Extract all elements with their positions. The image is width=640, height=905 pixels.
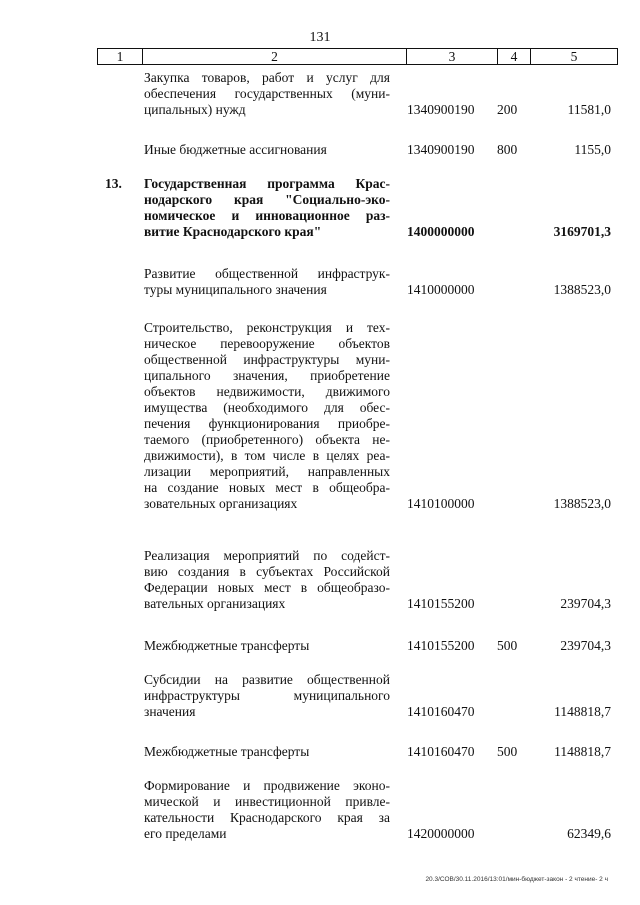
row-name-line: таемого (приобретенного) объекта не- bbox=[144, 432, 390, 447]
row-number: 13. bbox=[105, 176, 122, 191]
row-expense-type: 200 bbox=[497, 102, 518, 117]
row-name bbox=[144, 548, 390, 612]
row-name-line: обеспечения государственных (муни- bbox=[144, 86, 390, 101]
row-name-line: Иные бюджетные ассигнования bbox=[144, 142, 327, 157]
row-amount: 1148818,7 bbox=[554, 744, 611, 759]
column-header-4: 4 bbox=[498, 49, 531, 65]
row-name-line: Формирование и продвижение эконо- bbox=[144, 778, 390, 793]
column-header-5: 5 bbox=[531, 49, 618, 65]
row-name-line: объектов недвижимости, движимого bbox=[144, 384, 390, 399]
row-amount: 1148818,7 bbox=[554, 704, 611, 719]
row-name-line: инфраструктуры муниципального bbox=[144, 688, 390, 703]
row-name bbox=[144, 320, 390, 512]
row-name-line: вию создания в субъектах Российской bbox=[144, 564, 390, 579]
row-name-line: его пределами bbox=[144, 826, 227, 841]
row-amount: 1388523,0 bbox=[553, 282, 611, 297]
row-name-line: движимости), в том числе в целях реа- bbox=[144, 448, 390, 463]
row-name-line: печения функционирования приобре- bbox=[144, 416, 390, 431]
row-name-line: значения bbox=[144, 704, 196, 719]
column-header-table bbox=[97, 48, 618, 65]
row-name-line: витие Краснодарского края" bbox=[144, 224, 322, 239]
row-name-line: имущества (необходимого для обес- bbox=[144, 400, 390, 415]
row-code: 1410000000 bbox=[407, 282, 475, 297]
row-name-line: Межбюджетные трансферты bbox=[144, 638, 310, 653]
row-expense-type: 500 bbox=[497, 744, 518, 759]
row-name-line: нодарского края "Социально-эко- bbox=[144, 192, 390, 207]
row-expense-type: 500 bbox=[497, 638, 518, 653]
row-name-line: Субсидии на развитие общественной bbox=[144, 672, 390, 687]
row-code: 1410155200 bbox=[407, 596, 475, 611]
row-code: 1340900190 bbox=[407, 142, 475, 157]
row-amount: 1155,0 bbox=[574, 142, 611, 157]
row-amount: 1388523,0 bbox=[553, 496, 611, 511]
row-name-line: Межбюджетные трансферты bbox=[144, 744, 310, 759]
row-name-line: зовательных организациях bbox=[144, 496, 298, 511]
row-name bbox=[144, 266, 390, 298]
row-amount: 62349,6 bbox=[567, 826, 611, 841]
row-code: 1410160470 bbox=[407, 704, 475, 719]
row-name-line: общественной инфраструктуры муни- bbox=[144, 352, 390, 367]
row-name-line: на создание новых мест в общеобра- bbox=[144, 480, 390, 495]
row-name-line: кательности Краснодарского края за bbox=[144, 810, 390, 825]
row-name-line: Строительство, реконструкция и тех- bbox=[144, 320, 390, 335]
column-header-1: 1 bbox=[98, 49, 143, 65]
row-name-line: Государственная программа Крас- bbox=[144, 176, 390, 191]
row-name-line: Федерации новых мест в общеобразо- bbox=[144, 580, 390, 595]
row-code: 1410155200 bbox=[407, 638, 475, 653]
row-amount: 239704,3 bbox=[560, 596, 611, 611]
row-name bbox=[144, 142, 390, 158]
row-code: 1400000000 bbox=[407, 224, 475, 239]
page-number: 131 bbox=[309, 30, 331, 45]
row-name bbox=[144, 70, 390, 118]
row-name-line: Закупка товаров, работ и услуг для bbox=[144, 70, 390, 85]
column-header-2: 2 bbox=[143, 49, 407, 65]
row-amount: 3169701,3 bbox=[553, 224, 611, 239]
row-name bbox=[144, 778, 390, 842]
row-name-line: ническое перевооружение объектов bbox=[144, 336, 390, 351]
row-name-line: Реализация мероприятий по содейст- bbox=[144, 548, 390, 563]
row-amount: 239704,3 bbox=[560, 638, 611, 653]
row-amount: 11581,0 bbox=[567, 102, 611, 117]
row-name-line: ципальных) нужд bbox=[144, 102, 246, 117]
row-name-line: Развитие общественной инфраструк- bbox=[144, 266, 390, 281]
row-name-line: туры муниципального значения bbox=[144, 282, 327, 297]
row-code: 1410160470 bbox=[407, 744, 475, 759]
row-name-line: ципального значения, приобретение bbox=[144, 368, 390, 383]
row-name-line: номическое и инновационное раз- bbox=[144, 208, 390, 223]
document-footer: 20.3/СОВ/30.11.2016/13:01/мин-бюджет-закон - 2 чтение- 2 ч bbox=[425, 876, 608, 883]
row-name-line: мической и инвестиционной привле- bbox=[144, 794, 390, 809]
row-name-line: лизации мероприятий, направленных bbox=[144, 464, 390, 479]
row-name bbox=[144, 672, 390, 720]
row-expense-type: 800 bbox=[497, 142, 518, 157]
row-name bbox=[144, 744, 390, 760]
row-name-line: вательных организациях bbox=[144, 596, 286, 611]
row-code: 1340900190 bbox=[407, 102, 475, 117]
column-header-3: 3 bbox=[407, 49, 498, 65]
row-name bbox=[144, 638, 390, 654]
row-code: 1420000000 bbox=[407, 826, 475, 841]
row-code: 1410100000 bbox=[407, 496, 475, 511]
row-name bbox=[144, 176, 390, 240]
